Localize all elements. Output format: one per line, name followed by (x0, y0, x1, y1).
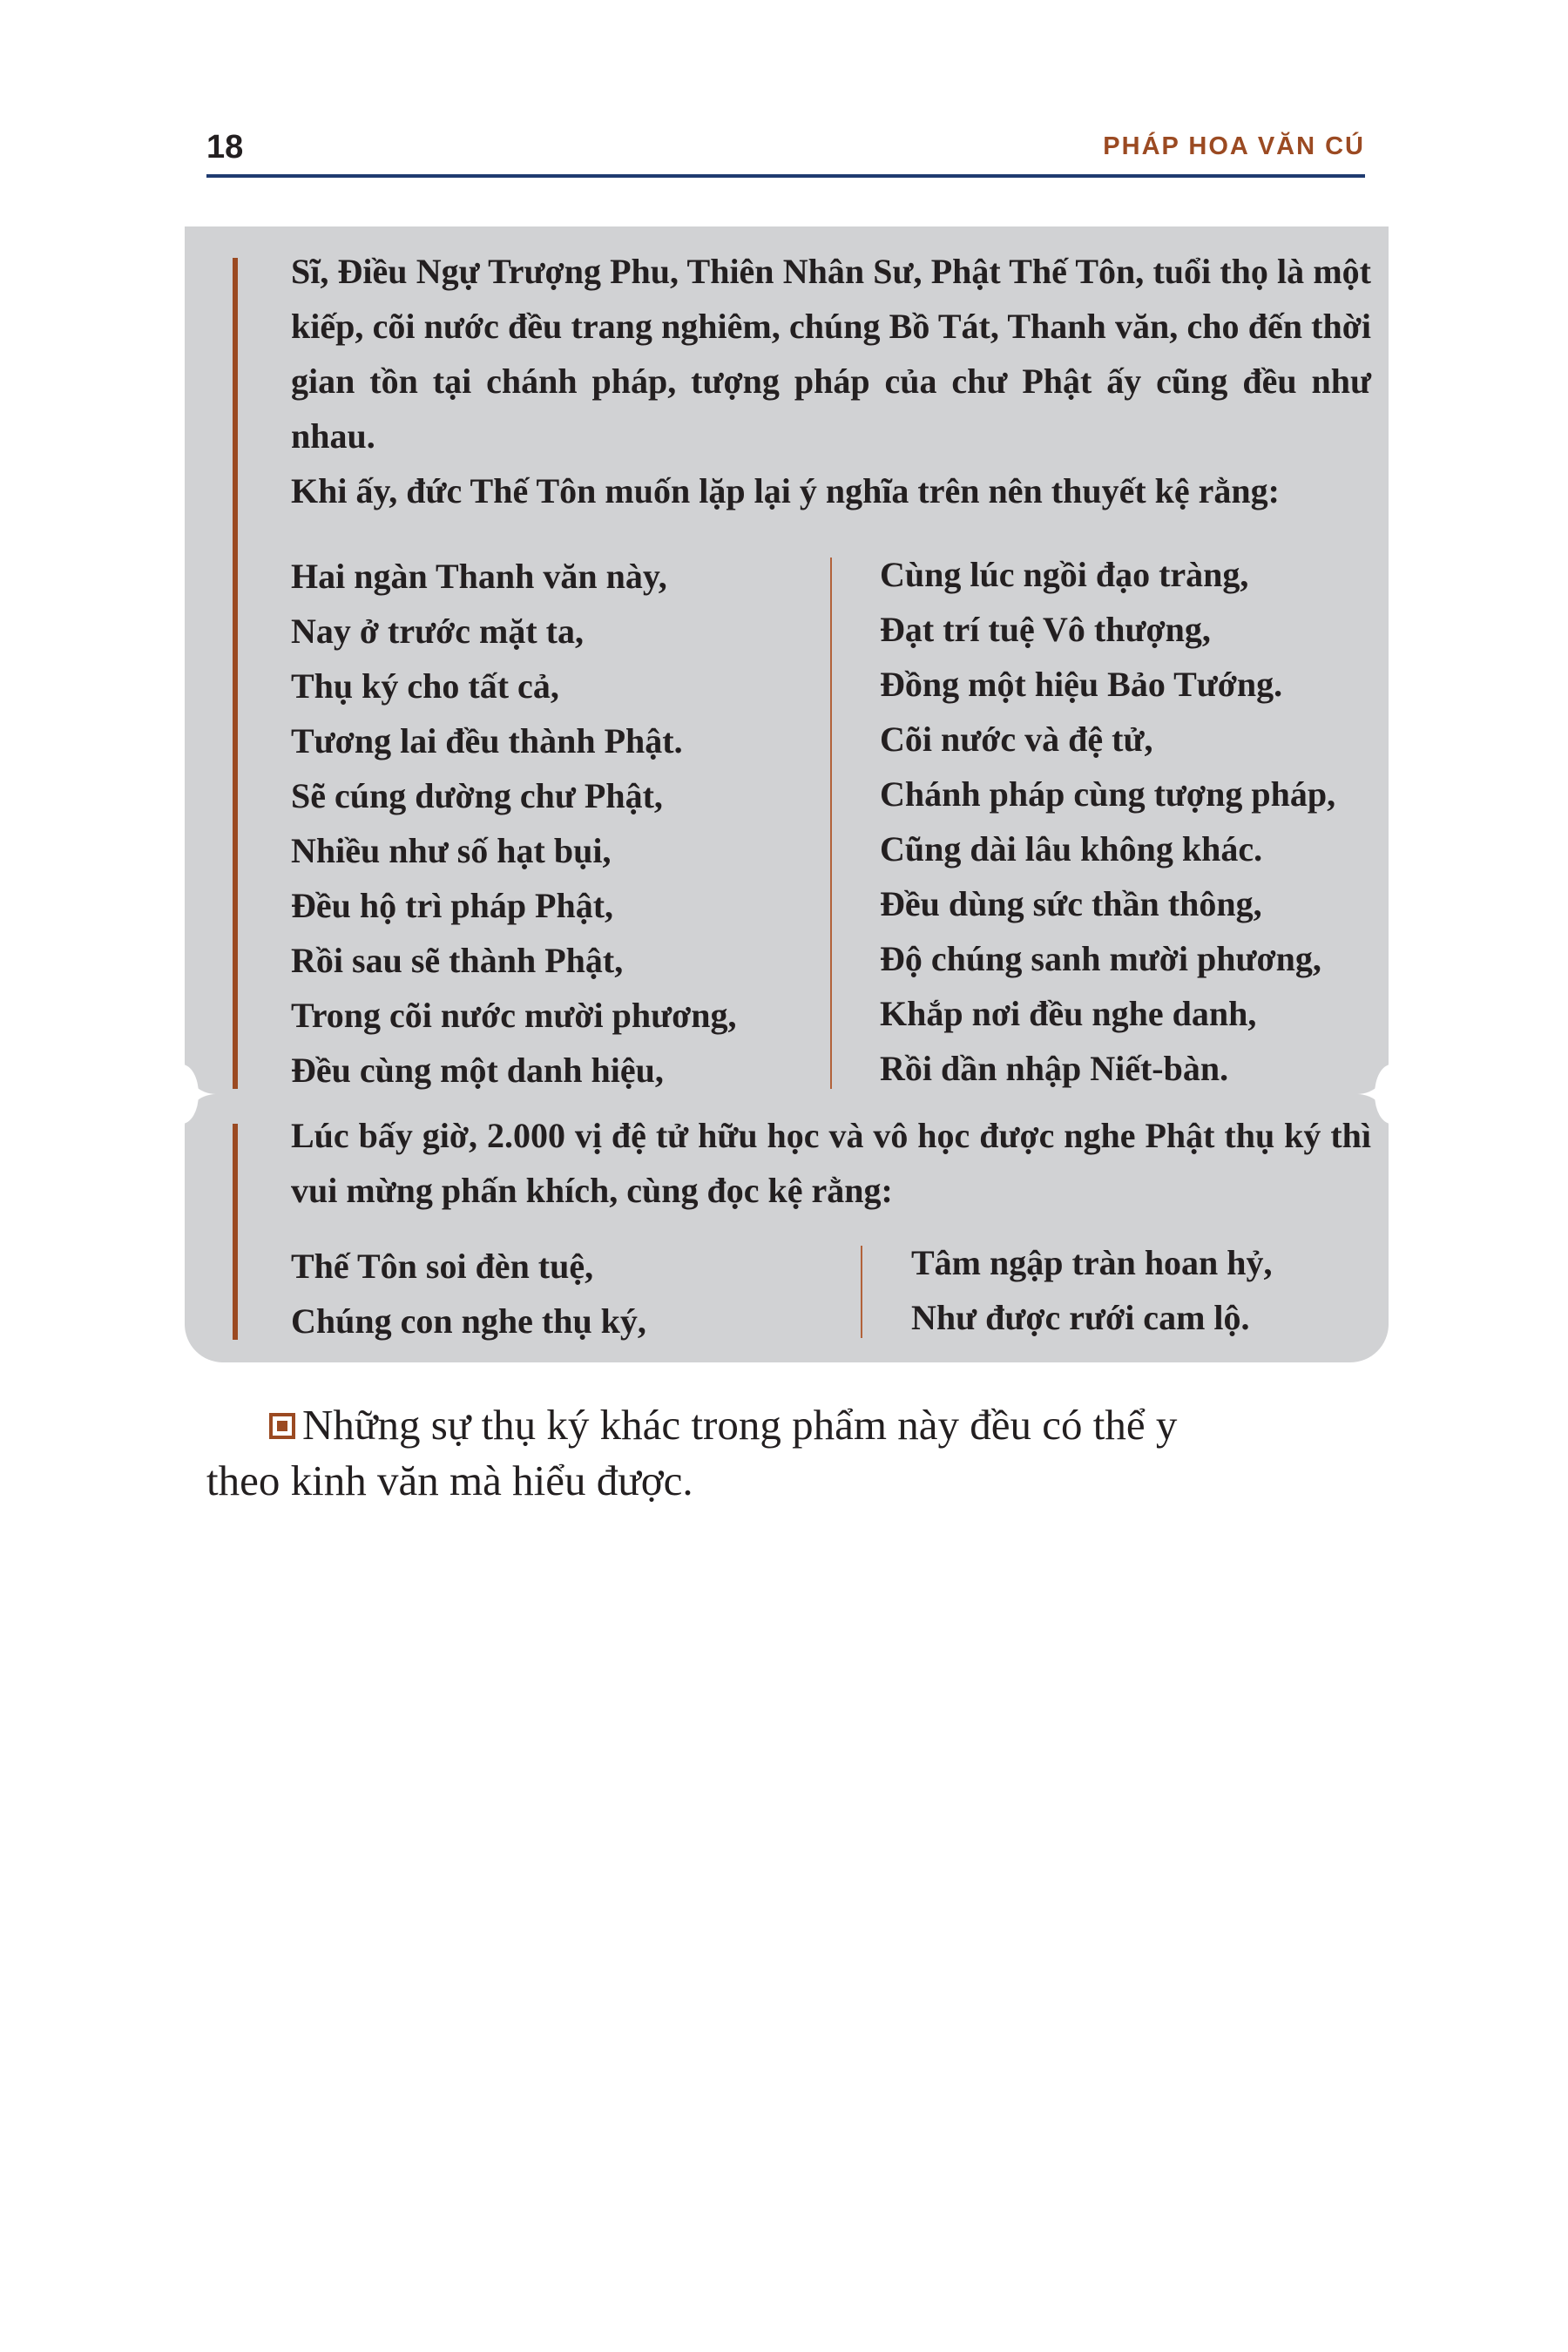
verse-right-column (880, 547, 1335, 1096)
verse-left-column (291, 549, 736, 1098)
verse-line: Khắp nơi đều nghe danh, (880, 994, 1257, 1033)
verse-left-column (291, 1239, 646, 1348)
verse-line: Đều cùng một danh hiệu, (291, 1051, 664, 1090)
verse-line: Nhiều như số hạt bụi, (291, 831, 612, 870)
verse-line: Đồng một hiệu Bảo Tướng. (880, 665, 1283, 704)
quote-accent-bar (233, 1124, 238, 1340)
page-number: 18 (206, 129, 244, 166)
verse-line: Nay ở trước mặt ta, (291, 612, 584, 651)
square-bullet-icon (269, 1413, 295, 1439)
verse-line: Cùng lúc ngồi đạo tràng, (880, 555, 1249, 594)
verse-line: Thụ ký cho tất cả, (291, 666, 559, 706)
header-rule (206, 174, 1365, 178)
verse-line: Trong cõi nước mười phương, (291, 996, 737, 1035)
commentary-text: theo kinh văn mà hiểu được. (206, 1456, 693, 1504)
running-title: PHÁP HOA VĂN CÚ (1103, 132, 1365, 160)
commentary-paragraph (206, 1397, 1369, 1509)
verse-line: Rồi dần nhập Niết-bàn. (880, 1049, 1229, 1088)
verse-column-divider (861, 1246, 862, 1338)
verse-line: Chúng con nghe thụ ký, (291, 1301, 646, 1341)
panel-notch-left (166, 1064, 199, 1124)
quote-prose: Lúc bấy giờ, 2.000 vị đệ tử hữu học và vô học được nghe Phật thụ ký thì vui mừng phấn khích, cùng đọc kệ rằng: (291, 1116, 1371, 1210)
verse-line: Sẽ cúng dường chư Phật, (291, 776, 663, 815)
verse-line: Thế Tôn soi đèn tuệ, (291, 1247, 594, 1286)
verse-line: Như được rưới cam lộ. (911, 1298, 1250, 1337)
page-header (206, 129, 1365, 178)
verse-line: Đều hộ trì pháp Phật, (291, 886, 614, 925)
verse-line: Rồi sau sẽ thành Phật, (291, 941, 624, 980)
verse-line: Đạt trí tuệ Vô thượng, (880, 610, 1211, 649)
quote-accent-bar (233, 258, 238, 1089)
verse-intro: Khi ấy, đức Thế Tôn muốn lặp lại ý nghĩa trên nên thuyết kệ rằng: (291, 471, 1280, 510)
verse-line: Cũng dài lâu không khác. (880, 829, 1263, 868)
verse-line: Hai ngàn Thanh văn này, (291, 557, 667, 596)
verse-line: Đều dùng sức thần thông, (880, 884, 1262, 923)
verse-line: Tâm ngập tràn hoan hỷ, (911, 1243, 1273, 1282)
verse-column-divider (830, 558, 832, 1089)
commentary-text: Những sự thụ ký khác trong phẩm này đều có thể y (302, 1401, 1178, 1449)
verse-line: Cõi nước và đệ tử, (880, 720, 1153, 759)
verse-line: Tương lai đều thành Phật. (291, 721, 683, 760)
verse-line: Chánh pháp cùng tượng pháp, (880, 774, 1336, 814)
panel-notch-right (1375, 1064, 1408, 1124)
verse-right-column (911, 1235, 1273, 1345)
quote-prose: Sĩ, Điều Ngự Trượng Phu, Thiên Nhân Sư, Phật Thế Tôn, tuổi thọ là một kiếp, cõi nước đều trang nghiêm, chúng Bồ Tát, Thanh văn, cho đến thời gian tồn tại chánh pháp, tượng pháp của chư Phật ấy cũng đều như nhau. (291, 252, 1371, 456)
verse-line: Độ chúng sanh mười phương, (880, 939, 1321, 978)
